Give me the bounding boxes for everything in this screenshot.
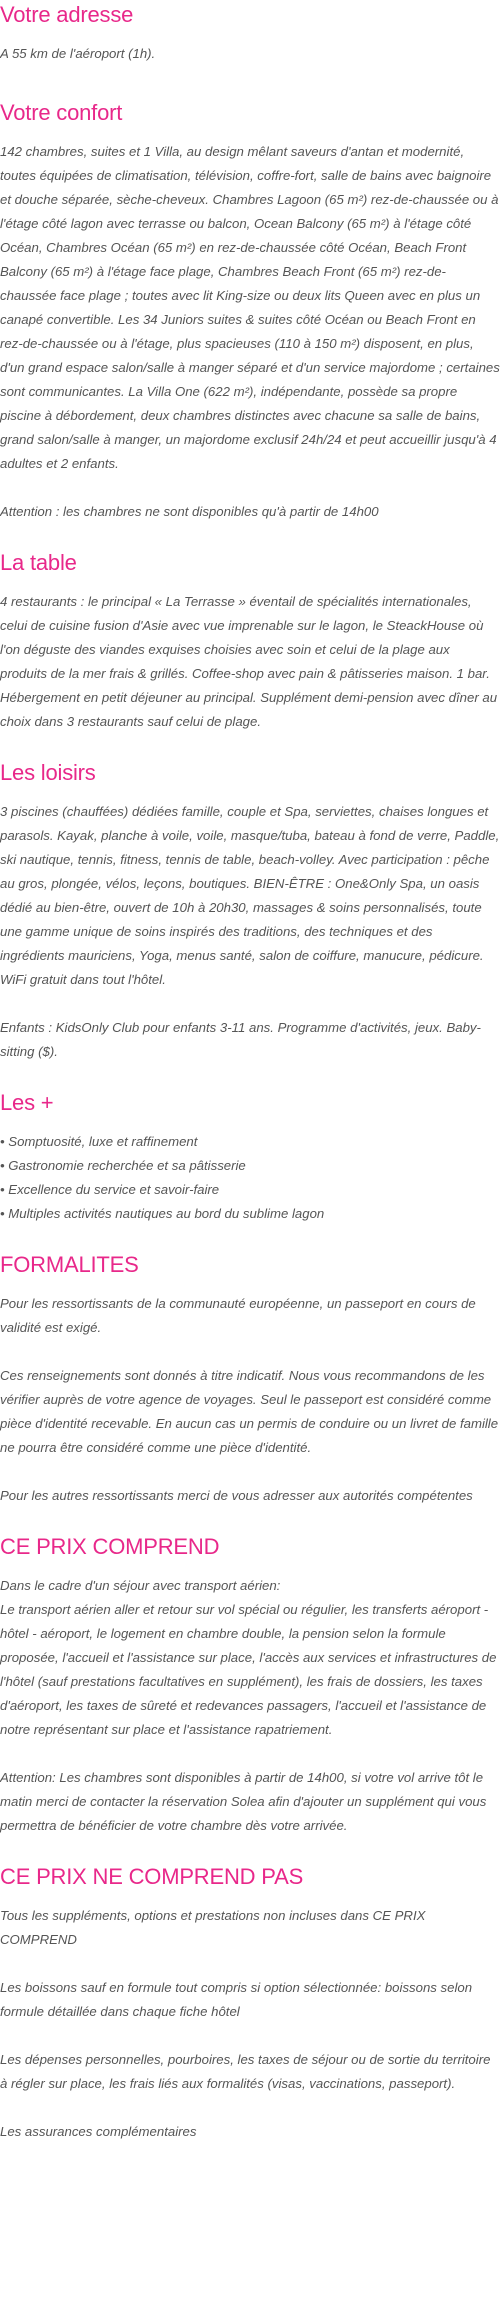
ne-comprend-paragraph-2: Les boissons sauf en formule tout compris si option sélectionnée: boissons selon formule détaillée dans chaque fiche hôtel <box>0 1980 473 2019</box>
ne-comprend-paragraph-4: Les assurances complémentaires <box>0 2124 197 2139</box>
formalites-paragraph-2: Ces renseignements sont donnés à titre indicatif. Nous vous recommandons de les vérifier auprès de votre agence de voyages. Seul le passeport est considéré comme pièce d'identité recevable. En aucun cas un permis de conduire ou un livret de famille ne pourra être considéré comme une pièce d'identité. <box>0 1368 499 1455</box>
section-title-table: La table <box>0 550 77 575</box>
loisirs-enfants: Enfants : KidsOnly Club pour enfants 3-11 ans. Programme d'activités, jeux. Baby-sitting ($). <box>0 1020 481 1059</box>
section-formalites <box>0 1250 500 1508</box>
section-plus <box>0 1088 500 1226</box>
comprend-attention: Attention: Les chambres sont disponibles à partir de 14h00, si votre vol arrive tôt le matin merci de contacter la réservation Solea afin d'ajouter un supplément qui vous permettra de bénéficier de votre chambre dès votre arrivée. <box>0 1770 487 1833</box>
loisirs-paragraph: 3 piscines (chauffées) dédiées famille, couple et Spa, serviettes, chaises longues et parasols. Kayak, planche à voile, voile, masque/tuba, bateau à fond de verre, Paddle, ski nautique, tennis, fitness, tennis de table, beach-volley. Avec participation : pêche au gros, plongée, vélos, leçons, boutiques. BIEN-ÊTRE : One&Only Spa, un oasis dédié au bien-être, ouvert de 10h à 20h30, massages & soins personnalisés, toute une gamme unique de soins inspirés des traditions, des techniques et des ingrédients mauriciens, Yoga, menus santé, salon de coiffure, manucure, pédicure. WiFi gratuit dans tout l'hôtel. <box>0 804 500 987</box>
comprend-paragraph: Le transport aérien aller et retour sur vol spécial ou régulier, les transferts aéroport - hôtel - aéroport, le logement en chambre double, la pension selon la formule proposée, l'accueil et l'assistance sur place, l'accès aux services et infrastructures de l'hôtel (sauf prestations facultatives en supplément), les frais de dossiers, les taxes d'aéroport, les taxes de sûreté et redevances passagers, l'accueil et l'assistance de notre représentant sur place et l'assistance rapatriement. <box>0 1602 497 1737</box>
section-table <box>0 548 500 734</box>
ne-comprend-paragraph-3: Les dépenses personnelles, pourboires, les taxes de séjour ou de sortie du territoire à régler sur place, les frais liés aux formalités (visas, vaccinations, passeport). <box>0 2052 491 2091</box>
confort-paragraph: 142 chambres, suites et 1 Villa, au design mêlant saveurs d'antan et modernité, toutes équipées de climatisation, télévision, coffre-fort, salle de bains avec baignoire et douche séparée, sèche-cheveux. Chambres Lagoon (65 m²) rez-de-chaussée ou à l'étage côté lagon avec terrasse ou balcon, Ocean Balcony (65 m²) à l'étage côté Océan, Chambres Océan (65 m²) en rez-de-chaussée côté Océan, Beach Front Balcony (65 m²) à l'étage face plage, Chambres Beach Front (65 m²) rez-de-chaussée face plage ; toutes avec lit King-size ou deux lits Queen avec en plus un canapé convertible. Les 34 Juniors suites & suites côté Océan ou Beach Front en rez-de-chaussée ou à l'étage, plus spacieuses (110 à 150 m²) disposent, en plus, d'un grand espace salon/salle à manger séparé et d'un service majordome ; certaines sont communicantes. La Villa One (622 m²), indépendante, possède sa propre piscine à débordement, deux chambres distinctes avec chacune sa salle de bains, grand salon/salle à manger, un majordome exclusif 24h/24 et peut accueillir jusqu'à 4 adultes et 2 enfants. <box>0 144 500 471</box>
section-adresse <box>0 0 500 66</box>
plus-item: • Somptuosité, luxe et raffinement <box>0 1134 198 1149</box>
section-confort <box>0 98 500 524</box>
formalites-paragraph-3: Pour les autres ressortissants merci de vous adresser aux autorités compétentes <box>0 1488 473 1503</box>
section-title-loisirs: Les loisirs <box>0 760 96 785</box>
section-title-comprend: CE PRIX COMPREND <box>0 1534 220 1559</box>
section-loisirs <box>0 758 500 1064</box>
plus-item: • Gastronomie recherchée et sa pâtisserie <box>0 1158 246 1173</box>
section-title-confort: Votre confort <box>0 100 123 125</box>
table-paragraph: 4 restaurants : le principal « La Terrasse » éventail de spécialités internationales, celui de cuisine fusion d'Asie avec vue imprenable sur le lagon, le SteackHouse où l'on déguste des viandes exquises choisies avec soin et celui de la plage aux produits de la mer frais & grillés. Coffee-shop avec pain & pâtisseries maison. 1 bar. Hébergement en petit déjeuner au principal. Supplément demi-pension avec dîner au choix dans 3 restaurants sauf celui de plage. <box>0 594 498 729</box>
section-ne-comprend <box>0 1862 500 2144</box>
section-comprend <box>0 1532 500 1838</box>
adresse-text: A 55 km de l'aéroport (1h). <box>0 46 156 61</box>
confort-attention: Attention : les chambres ne sont disponibles qu'à partir de 14h00 <box>0 504 379 519</box>
section-title-adresse: Votre adresse <box>0 2 134 27</box>
ne-comprend-paragraph-1: Tous les suppléments, options et prestations non incluses dans CE PRIX COMPREND <box>0 1908 426 1947</box>
section-title-plus: Les + <box>0 1090 54 1115</box>
formalites-paragraph-1: Pour les ressortissants de la communauté européenne, un passeport en cours de validité est exigé. <box>0 1296 476 1335</box>
section-title-formalites: FORMALITES <box>0 1252 139 1277</box>
section-title-ne-comprend: CE PRIX NE COMPREND PAS <box>0 1864 304 1889</box>
plus-item: • Excellence du service et savoir-faire <box>0 1182 220 1197</box>
plus-list <box>0 1130 500 1226</box>
comprend-intro: Dans le cadre d'un séjour avec transport aérien: <box>0 1578 281 1593</box>
plus-item: • Multiples activités nautiques au bord du sublime lagon <box>0 1206 325 1221</box>
